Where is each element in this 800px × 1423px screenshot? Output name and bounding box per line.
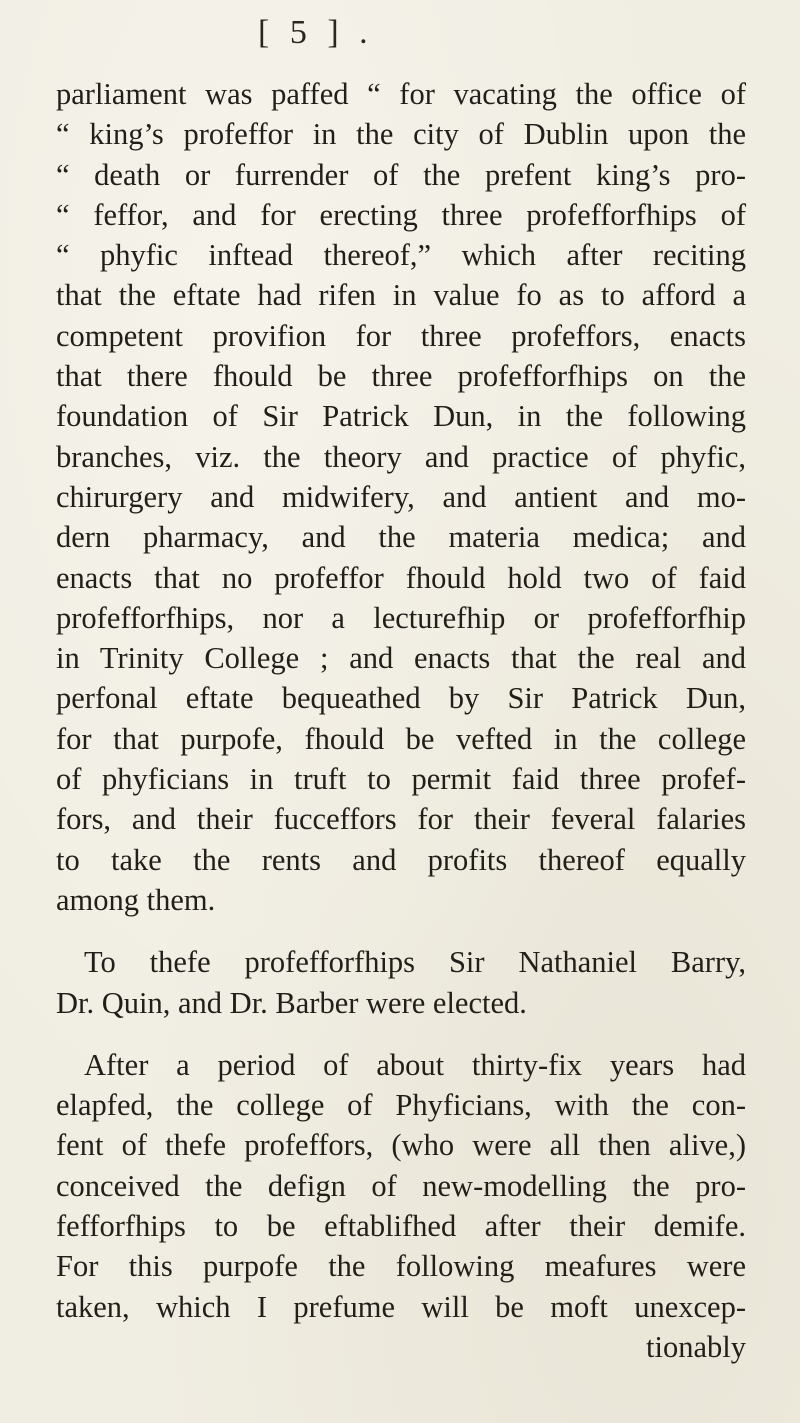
paragraph-new-modelling [56,1045,746,1367]
text-line: After a period of about thirty-fix years had [84,1047,746,1082]
text-line: Dr. Quin, and Dr. Barber were elected. [56,985,527,1020]
text-line: fors, and their fucceffors for their feveral falaries [56,802,746,837]
text-line: “ phyfic inftead thereof,” which after reciting [56,238,746,273]
text-line: of phyficians in truft to permit faid three profef- [56,762,746,797]
text-line: “ king’s profeffor in the city of Dublin upon the [56,117,746,152]
text-line: “ death or furrender of the prefent king’s pro- [56,157,746,192]
paragraph-professors-elected [56,942,746,1023]
text-line: branches, viz. the theory and practice of phyfic, [56,439,746,474]
text-line: in Trinity College ; and enacts that the real and [56,641,746,676]
text-line: to take the rents and profits thereof equally [56,842,746,877]
text-line: To thefe profefforfhips Sir Nathaniel Barry, [84,945,746,980]
text-line: conceived the defign of new-modelling the pro- [56,1168,746,1203]
text-line: elapfed, the college of Phyficians, with the con- [56,1088,746,1123]
text-line: “ feffor, and for erecting three profefforfhips of [56,197,746,232]
text-line: competent provifion for three profeffors, enacts [56,318,746,353]
page-number: [ 5 ] . [258,14,374,51]
text-line: parliament was paffed “ for vacating the office of [56,77,746,111]
text-line: enacts that no profeffor fhould hold two of faid [56,560,746,595]
text-line: dern pharmacy, and the materia medica; and [56,520,746,555]
text-line: profefforfhips, nor a lecturefhip or profefforfhip [56,600,746,635]
text-line: chirurgery and midwifery, and antient and mo- [56,479,746,514]
text-line: for that purpofe, fhould be vefted in the college [56,721,746,756]
text-line: foundation of Sir Patrick Dun, in the following [56,399,746,434]
text-line: fent of thefe profeffors, (who were all then alive,) [56,1128,746,1163]
text-line: that there fhould be three profefforfhips on the [56,359,746,394]
text-line: fefforfhips to be eftablifhed after their demife. [56,1209,746,1244]
text-line: For this purpofe the following meafures were [56,1249,746,1284]
page-text [56,74,746,1367]
text-line: among them. [56,882,216,917]
text-line: taken, which I prefume will be moft unexcep- [56,1289,746,1324]
paragraph-act-of-parliament [56,74,746,920]
catchword: tionably [646,1329,746,1364]
text-line: perfonal eftate bequeathed by Sir Patrick Dun, [56,681,746,716]
text-line: that the eftate had rifen in value fo as to afford a [56,278,746,313]
